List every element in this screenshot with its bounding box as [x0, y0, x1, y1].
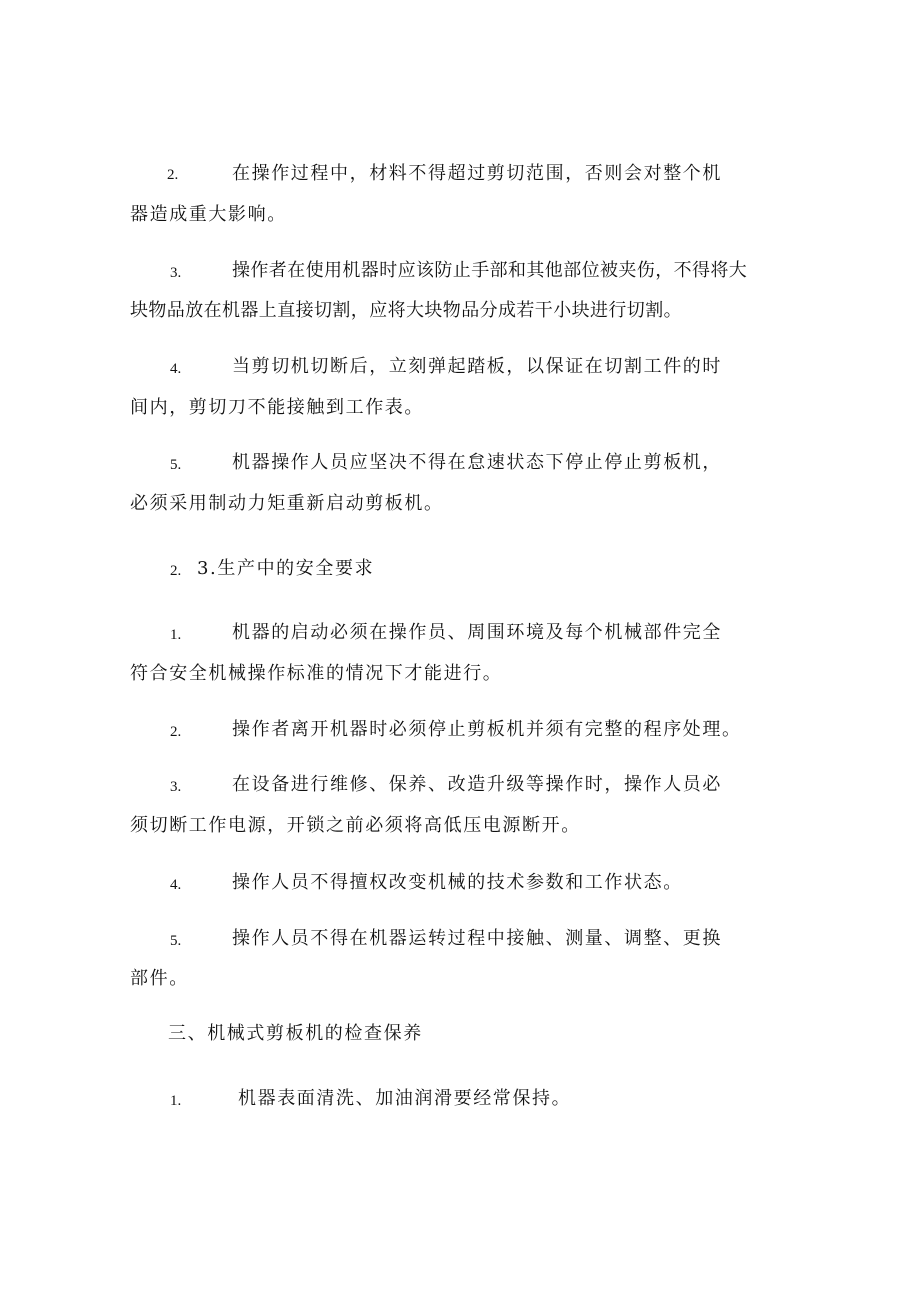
section-title: 三、机械式剪板机的检查保养 [168, 1023, 423, 1044]
item-number: 2. [170, 724, 182, 740]
item-number: 1. [170, 627, 182, 643]
item-text-line-2: 须切断工作电源，开锁之前必须将高低压电源断开。 [130, 815, 581, 836]
item-text-line-1: 机器的启动必须在操作员、周围环境及每个机械部件完全 [232, 622, 722, 643]
item-text-line-1: 在操作过程中，材料不得超过剪切范围，否则会对整个机 [232, 163, 722, 184]
item-text-line-2: 间内，剪切刀不能接触到工作表。 [130, 397, 424, 418]
item-number: 4. [170, 361, 182, 377]
item-number: 5. [170, 457, 182, 473]
section-number: 2. [170, 563, 182, 579]
item-text-line-1: 当剪切机切断后，立刻弹起踏板，以保证在切割工件的时 [232, 356, 722, 377]
item-text-line-1: 操作人员不得在机器运转过程中接触、测量、调整、更换 [232, 928, 722, 949]
item-text-line-2: 必须采用制动力矩重新启动剪板机。 [130, 493, 444, 514]
item-text-line-1: 机器操作人员应坚决不得在怠速状态下停止停止剪板机， [232, 452, 722, 473]
item-text-line-2: 符合安全机械操作标准的情况下才能进行。 [130, 663, 503, 684]
item-number: 3. [170, 265, 182, 281]
item-text-line-1: 操作者离开机器时必须停止剪板机并须有完整的程序处理。 [232, 719, 742, 740]
item-text-line-2: 器造成重大影响。 [130, 204, 287, 225]
item-text-line-2: 部件。 [130, 968, 189, 989]
item-number: 5. [170, 933, 182, 949]
item-number: 2. [167, 167, 179, 183]
section-title: 3.生产中的安全要求 [197, 558, 375, 579]
item-text-line-1: 操作人员不得擅权改变机械的技术参数和工作状态。 [232, 872, 683, 893]
item-text-line-2: 块物品放在机器上直接切割，应将大块物品分成若干小块进行切割。 [130, 300, 682, 321]
item-number: 4. [170, 877, 182, 893]
item-number: 1. [170, 1093, 182, 1109]
item-text-line-1: 在设备进行维修、保养、改造升级等操作时，操作人员必 [232, 774, 722, 795]
item-text-line-1: 操作者在使用机器时应该防止手部和其他部位被夹伤，不得将大 [232, 260, 748, 281]
item-number: 3. [170, 779, 182, 795]
item-text-line-1: 机器表面清洗、加油润滑要经常保持。 [238, 1088, 572, 1109]
